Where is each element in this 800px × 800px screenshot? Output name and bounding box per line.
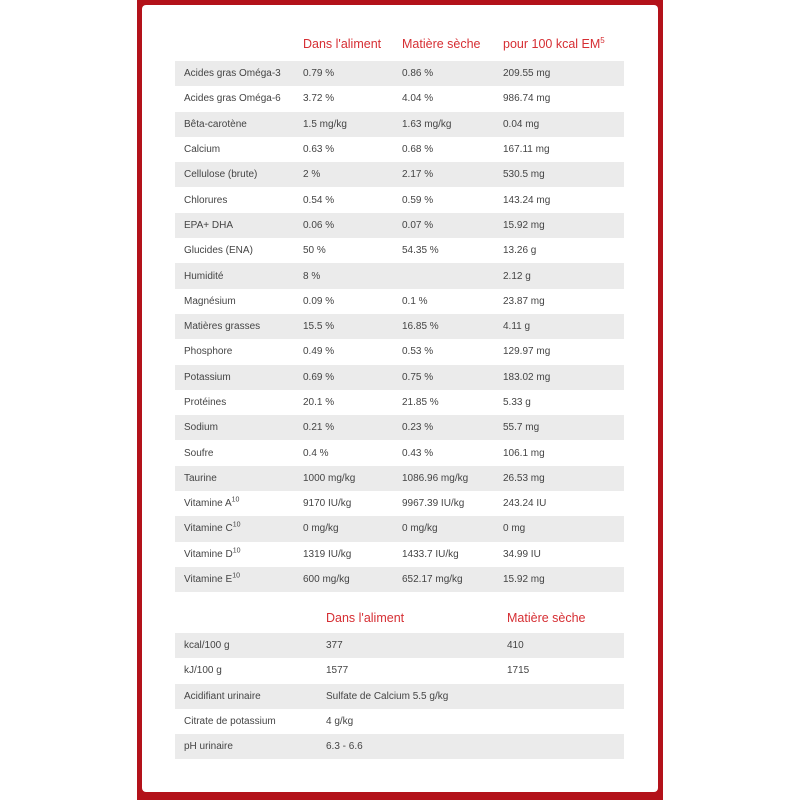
value-matiere-seche [393,86,494,111]
nutrient-name [175,137,294,162]
nutrient-name [175,263,294,288]
table-row [175,137,624,162]
value-matiere-seche [393,162,494,187]
value-matiere-seche [393,289,494,314]
energy-name-text: kJ/100 g [184,665,222,677]
nutrient-name-text: Vitamine E [184,574,233,586]
value-dans-aliment [294,365,393,390]
table-row [175,466,624,491]
table-row [175,516,624,541]
energy-header-dans-aliment: Dans l'aliment [326,611,405,625]
value-dans-aliment-text: 50 % [303,245,326,257]
value-dans-aliment-text: 20.1 % [303,397,335,408]
table-row [175,289,624,314]
table-row [175,390,624,415]
nutrient-table [175,20,624,592]
value-dans-aliment [294,112,393,137]
value-dans-aliment-text: 1000 mg/kg [303,472,356,484]
energy-matiere-seche [498,709,624,734]
nutrient-name [175,466,294,491]
nutrient-name-text: Soufre [184,447,214,459]
table-row [175,86,624,111]
table-row [175,684,624,709]
value-per-100-kcal-text: 243.24 IU [503,498,547,510]
nutrient-name-text: Taurine [184,472,217,484]
energy-dans-aliment [317,709,498,734]
value-per-100-kcal-text: 167.11 mg [503,144,550,156]
nutrient-name [175,112,294,137]
value-per-100-kcal-text: 129.97 mg [503,346,551,358]
energy-matiere-seche [498,684,624,709]
value-per-100-kcal [494,542,624,567]
nutrient-name [175,187,294,212]
table-row [175,365,624,390]
energy-header-empty [175,600,317,633]
table-row [175,567,624,592]
value-matiere-seche-text: 4.04 % [402,93,434,105]
nutrient-name [175,542,294,567]
value-matiere-seche-text: 1.63 mg/kg [402,118,452,130]
value-matiere-seche [393,61,494,86]
value-dans-aliment [294,61,393,86]
value-dans-aliment [294,289,393,314]
nutrient-name-text: Calcium [184,144,221,156]
nutrient-name [175,213,294,238]
value-dans-aliment [294,162,393,187]
nutrient-name [175,162,294,187]
value-dans-aliment-text: 2 % [303,169,321,181]
value-dans-aliment [294,339,393,364]
value-matiere-seche [393,516,494,541]
value-matiere-seche-text: 1433.7 IU/kg [402,548,459,560]
value-matiere-seche [393,390,494,415]
energy-name-text: pH urinaire [184,741,233,753]
value-dans-aliment-text: 0.79 % [303,68,335,80]
value-dans-aliment-text: 0.4 % [303,447,329,459]
nutrient-name [175,415,294,440]
header-matiere-seche: Matière sèche [402,36,481,51]
table-row [175,112,624,137]
value-matiere-seche-text: 0.07 % [402,219,434,231]
value-dans-aliment [294,491,393,516]
value-dans-aliment [294,567,393,592]
value-per-100-kcal [494,567,624,592]
table-row [175,491,624,516]
nutrient-name [175,491,294,516]
footnote-marker: 10 [232,572,240,580]
nutrient-name-text: EPA+ DHA [184,219,233,231]
energy-dans-aliment-text: 1577 [326,665,349,677]
nutrient-name-text: Acides gras Oméga-6 [184,93,281,105]
table-row [175,238,624,263]
value-per-100-kcal-text: 986.74 mg [503,93,551,105]
value-dans-aliment-text: 0.09 % [303,295,335,307]
value-matiere-seche [393,466,494,491]
value-per-100-kcal-text: 4.11 g [503,321,531,333]
value-matiere-seche [393,542,494,567]
energy-table [175,600,624,759]
footnote-marker: 10 [232,547,241,555]
value-matiere-seche [393,187,494,212]
energy-name-text: Citrate de potassium [184,716,276,728]
value-per-100-kcal [494,516,624,541]
value-per-100-kcal [494,491,624,516]
value-per-100-kcal-text: 15.92 mg [503,574,545,586]
nutrient-name [175,314,294,339]
value-matiere-seche-text: 0.43 % [402,447,434,459]
value-dans-aliment-text: 8 % [303,270,321,282]
value-matiere-seche-text: 2.17 % [402,169,434,181]
value-dans-aliment [294,440,393,465]
energy-name [175,658,317,683]
table-row [175,542,624,567]
value-matiere-seche [393,112,494,137]
energy-name-text: kcal/100 g [184,640,230,652]
value-dans-aliment [294,415,393,440]
header-footnote: 5 [600,35,605,45]
value-per-100-kcal [494,112,624,137]
value-per-100-kcal [494,187,624,212]
value-matiere-seche [393,491,494,516]
value-matiere-seche [393,213,494,238]
header-empty [175,20,294,61]
value-dans-aliment-text: 15.5 % [303,321,335,333]
energy-dans-aliment [317,658,498,683]
nutrient-name [175,365,294,390]
value-per-100-kcal [494,213,624,238]
value-matiere-seche-text: 0.1 % [402,295,428,307]
value-matiere-seche [393,415,494,440]
value-per-100-kcal [494,289,624,314]
value-dans-aliment-text: 0 mg/kg [303,523,339,535]
value-matiere-seche [393,567,494,592]
value-per-100-kcal-text: 15.92 mg [503,219,545,231]
value-matiere-seche-text: 1086.96 mg/kg [402,472,469,484]
value-matiere-seche-text: 16.85 % [402,321,439,333]
energy-table-header [175,600,624,633]
energy-name [175,734,317,759]
header-per-100-kcal [494,20,624,61]
nutrient-name-text: Magnésium [184,295,236,307]
nutrient-name [175,238,294,263]
value-per-100-kcal-text: 55.7 mg [503,422,540,434]
energy-dans-aliment-text: Sulfate de Calcium 5.5 g/kg [326,690,449,702]
value-matiere-seche-text: 0.75 % [402,371,434,383]
energy-name [175,709,317,734]
value-per-100-kcal [494,86,624,111]
value-matiere-seche [393,263,494,288]
nutrient-name-text: Humidité [184,270,224,282]
table-row [175,339,624,364]
value-dans-aliment-text: 3.72 % [303,93,335,105]
value-per-100-kcal [494,390,624,415]
nutrient-name-text: Sodium [184,422,218,434]
value-matiere-seche [393,314,494,339]
value-dans-aliment [294,86,393,111]
value-dans-aliment [294,390,393,415]
nutrient-name [175,390,294,415]
value-per-100-kcal-text: 2.12 g [503,270,531,282]
value-dans-aliment [294,137,393,162]
value-matiere-seche-text: 652.17 mg/kg [402,574,463,586]
value-dans-aliment-text: 1319 IU/kg [303,548,352,560]
nutrient-name [175,86,294,111]
value-per-100-kcal [494,263,624,288]
value-matiere-seche-text: 0.59 % [402,194,434,206]
value-dans-aliment-text: 0.06 % [303,219,335,231]
energy-matiere-seche [498,734,624,759]
nutrient-name [175,516,294,541]
value-dans-aliment-text: 9170 IU/kg [303,498,352,510]
nutrient-name [175,440,294,465]
energy-dans-aliment [317,633,498,658]
value-per-100-kcal [494,137,624,162]
value-dans-aliment [294,263,393,288]
header-dans-aliment: Dans l'aliment [303,36,382,51]
value-dans-aliment [294,238,393,263]
nutrient-name-text: Vitamine D [184,548,233,560]
table-row [175,709,624,734]
nutrient-table-header [175,20,624,61]
header-per-100-kcal-text: pour 100 kcal EM [503,36,601,51]
energy-dans-aliment [317,734,498,759]
value-matiere-seche [393,440,494,465]
value-per-100-kcal-text: 209.55 mg [503,68,551,80]
value-per-100-kcal-text: 530.5 mg [503,169,545,181]
value-dans-aliment-text: 0.54 % [303,194,335,206]
table-row [175,263,624,288]
table-row [175,415,624,440]
nutrient-name-text: Cellulose (brute) [184,169,258,181]
value-per-100-kcal-text: 5.33 g [503,397,531,408]
nutrient-name-text: Acides gras Oméga-3 [184,68,281,80]
value-dans-aliment-text: 0.69 % [303,371,335,383]
nutrient-name-text: Vitamine C [184,523,233,535]
nutrient-name-text: Matières grasses [184,321,261,333]
energy-matiere-seche [498,658,624,683]
value-per-100-kcal-text: 106.1 mg [503,447,545,459]
value-per-100-kcal [494,415,624,440]
energy-dans-aliment [317,684,498,709]
nutrient-name-text: Vitamine A [184,498,232,510]
value-per-100-kcal-text: 26.53 mg [503,472,545,484]
value-per-100-kcal-text: 13.26 g [503,245,537,257]
nutrient-name-text: Potassium [184,371,231,383]
value-dans-aliment [294,542,393,567]
value-dans-aliment [294,516,393,541]
table-row [175,314,624,339]
value-dans-aliment-text: 0.21 % [303,422,335,434]
value-matiere-seche [393,339,494,364]
value-matiere-seche-text: 0 mg/kg [402,523,438,535]
value-per-100-kcal-text: 34.99 IU [503,548,541,560]
value-per-100-kcal [494,466,624,491]
value-matiere-seche [393,238,494,263]
value-per-100-kcal [494,314,624,339]
value-per-100-kcal [494,365,624,390]
nutrient-name [175,61,294,86]
value-per-100-kcal-text: 23.87 mg [503,295,545,307]
energy-dans-aliment-text: 6.3 - 6.6 [326,741,363,753]
value-matiere-seche-text: 9967.39 IU/kg [402,498,465,510]
nutrient-name-text: Glucides (ENA) [184,245,253,257]
nutrient-name-text: Chlorures [184,194,228,206]
value-matiere-seche-text: 0.86 % [402,68,434,80]
table-row [175,61,624,86]
value-dans-aliment-text: 1.5 mg/kg [303,118,347,130]
value-dans-aliment [294,187,393,212]
value-per-100-kcal-text: 143.24 mg [503,194,551,206]
nutrient-name-text: Protéines [184,397,227,408]
footnote-marker: 10 [231,496,240,504]
table-row [175,633,624,658]
footnote-marker: 10 [232,522,241,530]
energy-name [175,633,317,658]
energy-dans-aliment-text: 4 g/kg [326,716,354,728]
value-dans-aliment [294,213,393,238]
table-row [175,187,624,212]
value-per-100-kcal-text: 183.02 mg [503,371,551,383]
value-dans-aliment-text: 600 mg/kg [303,574,350,586]
value-dans-aliment-text: 0.49 % [303,346,335,358]
nutrient-name-text: Bêta-carotène [184,118,247,130]
table-row [175,440,624,465]
energy-dans-aliment-text: 377 [326,640,343,652]
nutrient-name [175,289,294,314]
value-matiere-seche [393,137,494,162]
value-matiere-seche-text: 0.53 % [402,346,434,358]
value-matiere-seche [393,365,494,390]
value-per-100-kcal [494,238,624,263]
value-per-100-kcal [494,162,624,187]
table-row [175,658,624,683]
value-dans-aliment-text: 0.63 % [303,144,335,156]
value-per-100-kcal-text: 0.04 mg [503,118,540,130]
value-per-100-kcal [494,339,624,364]
value-dans-aliment [294,314,393,339]
table-row [175,162,624,187]
table-row [175,213,624,238]
value-matiere-seche-text: 54.35 % [402,245,439,257]
energy-matiere-seche [498,633,624,658]
table-row [175,734,624,759]
energy-name [175,684,317,709]
energy-matiere-seche-text: 410 [507,640,524,652]
nutrient-name [175,339,294,364]
value-per-100-kcal-text: 0 mg [503,523,526,535]
value-per-100-kcal [494,61,624,86]
energy-name-text: Acidifiant urinaire [184,690,261,702]
value-per-100-kcal [494,440,624,465]
value-matiere-seche-text: 0.68 % [402,144,434,156]
value-matiere-seche-text: 21.85 % [402,397,439,408]
energy-header-matiere-seche: Matière sèche [507,611,586,625]
nutrient-name-text: Phosphore [184,346,233,358]
nutrient-name [175,567,294,592]
value-dans-aliment [294,466,393,491]
energy-matiere-seche-text: 1715 [507,665,530,677]
value-matiere-seche-text: 0.23 % [402,422,434,434]
